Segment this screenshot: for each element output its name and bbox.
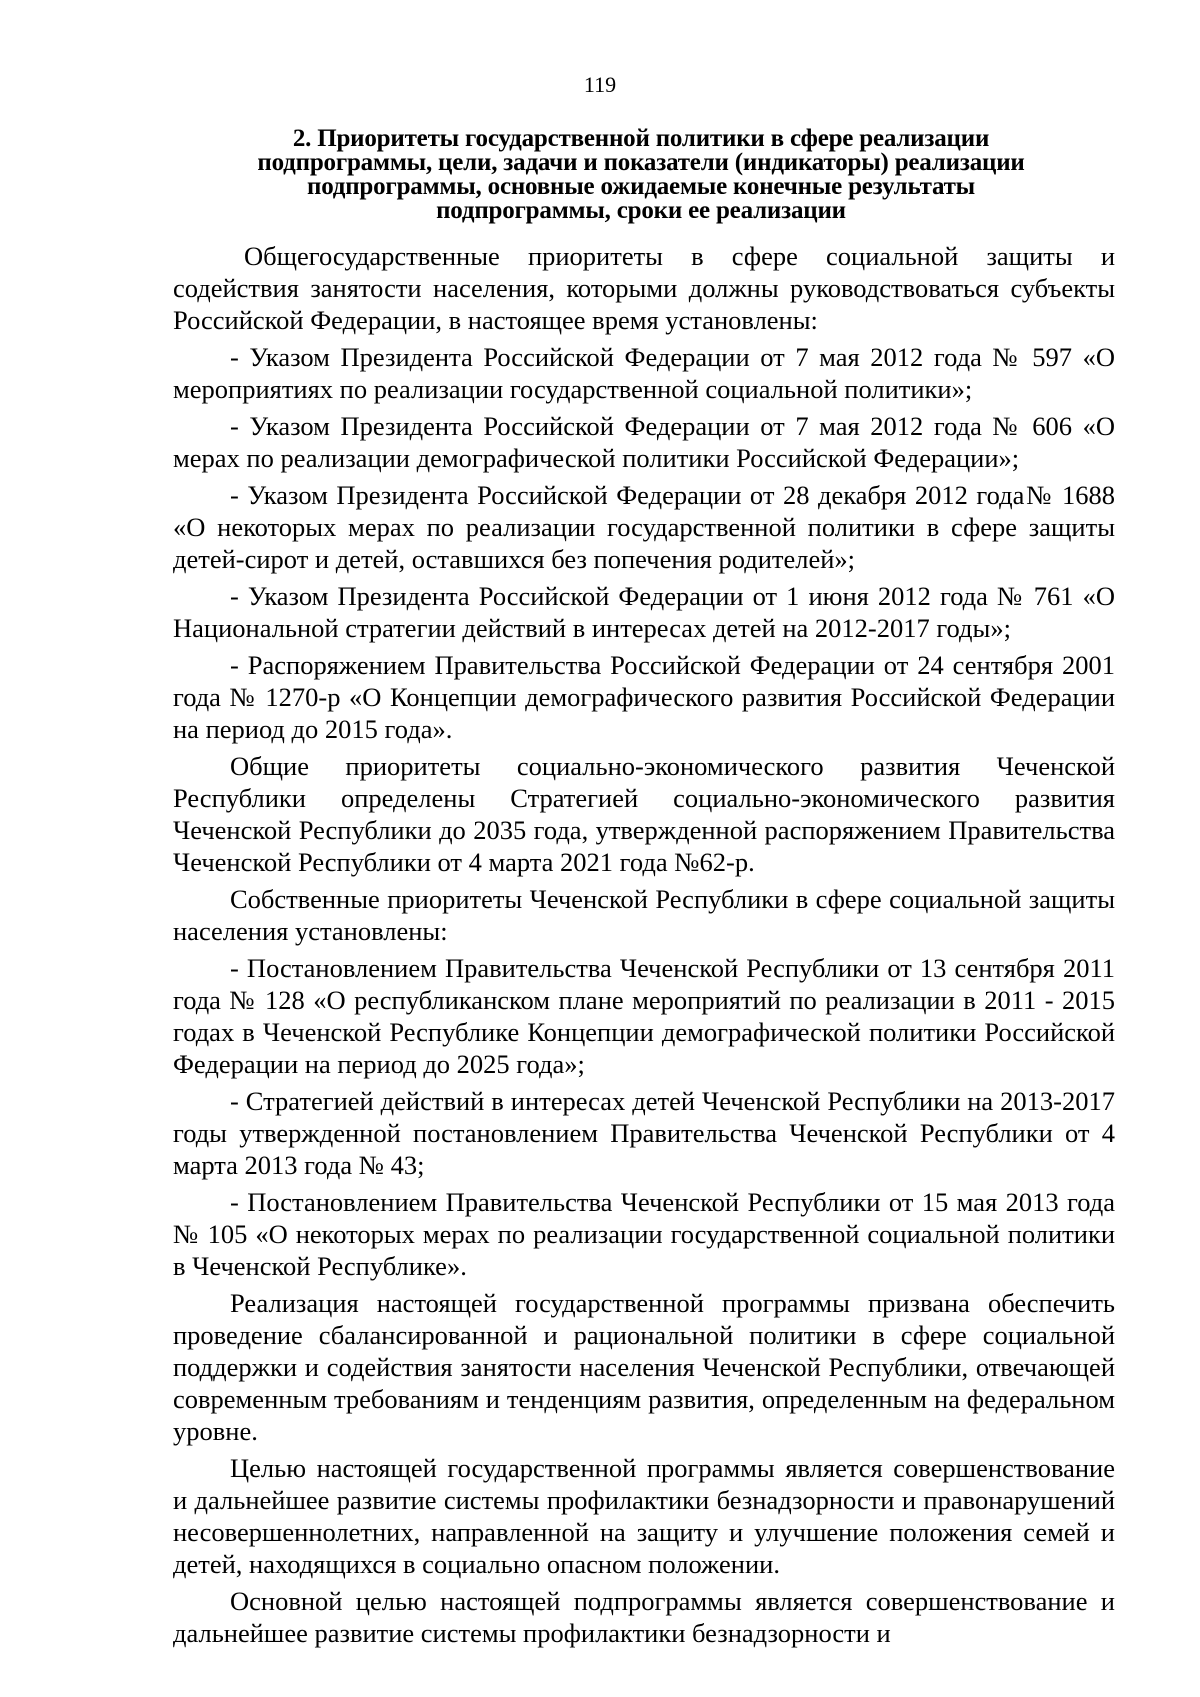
list-item-paragraph: - Распоряжением Правительства Российской Федерации от 24 сентября 2001 года № 1270-р «О Концепции демографического развития Российской Федерации на период до 2015 года».: [173, 650, 1115, 744]
paragraph: Основной целью настоящей подпрограммы является совершенствование и дальнейшее развитие системы профилактики безнадзорности и: [173, 1586, 1115, 1648]
list-item-paragraph: - Указом Президента Российской Федерации от 7 мая 2012 года № 597 «О мероприятиях по реализации государственной социальной политики»;: [173, 342, 1115, 404]
paragraph: Целью настоящей государственной программы является совершенствование и дальнейшее развитие системы профилактики безнадзорности и правонарушений несовершеннолетних, направленной на защиту и улучшение положения семей и детей, находящихся в социально опасном положении.: [173, 1453, 1115, 1579]
section-heading: [170, 127, 1112, 223]
heading-line: подпрограммы, цели, задачи и показатели (индикаторы) реализации: [257, 149, 1025, 176]
paragraph: Собственные приоритеты Чеченской Республики в сфере социальной защиты населения установлены:: [173, 884, 1115, 946]
list-item-paragraph: - Постановлением Правительства Чеченской Республики от 15 мая 2013 года № 105 «О некоторых мерах по реализации государственной социальной политики в Чеченской Республике».: [173, 1187, 1115, 1281]
list-item-paragraph: - Указом Президента Российской Федерации от 28 декабря 2012 года№ 1688 «О некоторых мерах по реализации государственной политики в сфере защиты детей-сирот и детей, оставшихся без попечения родителей»;: [173, 480, 1115, 574]
page-number: 119: [583, 72, 617, 97]
list-item-paragraph: - Указом Президента Российской Федерации от 7 мая 2012 года № 606 «О мерах по реализации демографической политики Российской Федерации»;: [173, 411, 1115, 473]
heading-line: подпрограммы, основные ожидаемые конечные результаты: [306, 173, 976, 200]
paragraph: Реализация настоящей государственной программы призвана обеспечить проведение сбалансированной и рациональной политики в сфере социальной поддержки и содействия занятости населения Чеченской Республики, отвечающей современным требованиям и тенденциям развития, определенным на федеральном уровне.: [173, 1288, 1115, 1446]
body-text: [173, 240, 1115, 1654]
paragraph: Общие приоритеты социально-экономического развития Чеченской Республики определены Стратегией социально-экономического развития Чеченской Республики до 2035 года, утвержденной распоряжением Правительства Чеченской Республики от 4 марта 2021 года №62-р.: [173, 751, 1115, 877]
heading-line: 2. Приоритеты государственной политики в сфере реализации: [292, 125, 990, 152]
heading-line: подпрограммы, сроки ее реализации: [436, 197, 846, 224]
list-item-paragraph: - Постановлением Правительства Чеченской Республики от 13 сентября 2011 года № 128 «О республиканском плане мероприятий по реализации в 2011 - 2015 годах в Чеченской Республике Концепции демографической политики Российской Федерации на период до 2025 года»;: [173, 953, 1115, 1079]
list-item-paragraph: - Указом Президента Российской Федерации от 1 июня 2012 года № 761 «О Национальной стратегии действий в интересах детей на 2012-2017 годы»;: [173, 581, 1115, 643]
paragraph: Общегосударственные приоритеты в сфере социальной защиты и содействия занятости населения, которыми должны руководствоваться субъекты Российской Федерации, в настоящее время установлены:: [173, 241, 1115, 335]
list-item-paragraph: - Стратегией действий в интересах детей Чеченской Республики на 2013-2017 годы утвержденной постановлением Правительства Чеченской Республики от 4 марта 2013 года № 43;: [173, 1086, 1115, 1180]
